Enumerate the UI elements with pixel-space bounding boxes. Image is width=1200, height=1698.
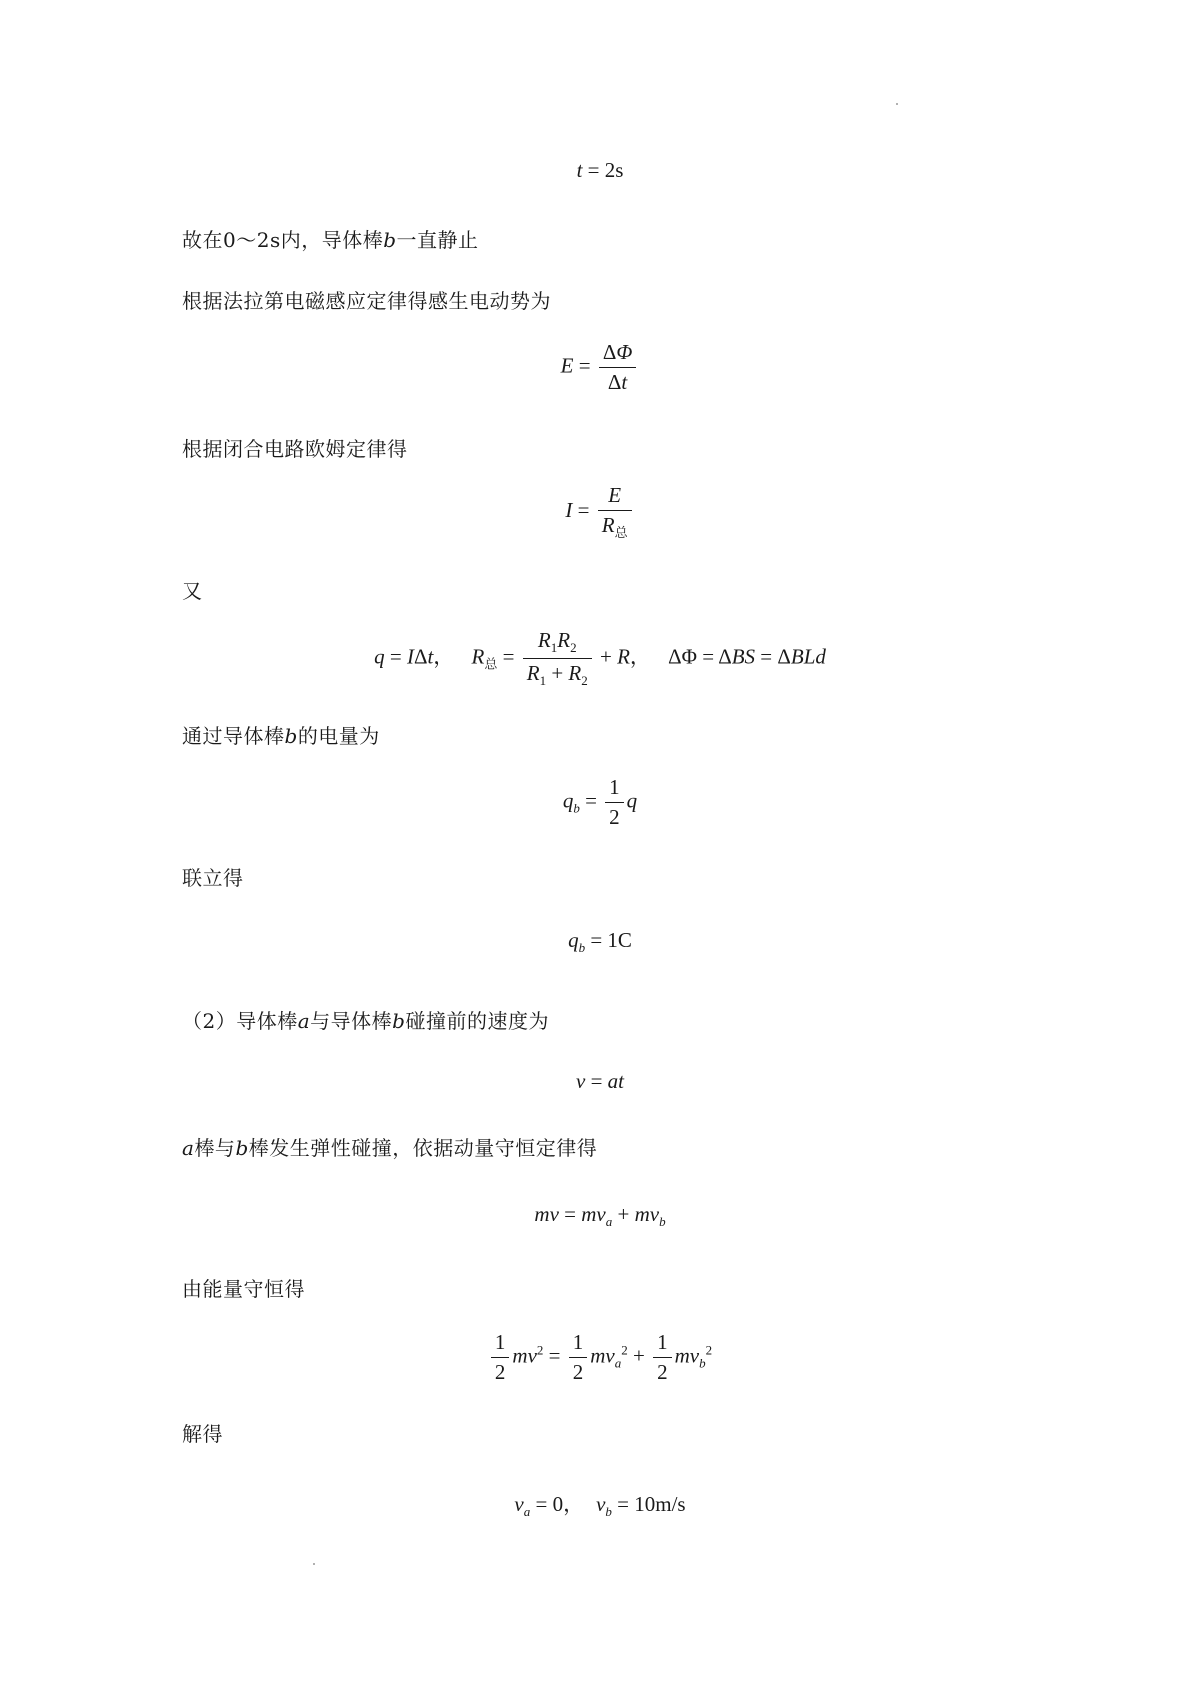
- text-ohm-law: 根据闭合电路欧姆定律得: [182, 437, 408, 461]
- equation-qb-value: $q_b = 1C$: [568, 928, 632, 956]
- text-combine: 联立得: [182, 866, 244, 890]
- equation-charge-resistance-flux: q = IΔt， $R_总$ = $\frac{R_1R_2}{R_1 + R_2}$ + R， ΔΦ = ΔBS = ΔBLd: [374, 628, 826, 689]
- equation-final-velocities: $v_a = 0$， $v_b = 10m/s$: [514, 1492, 686, 1520]
- scan-speck: [896, 103, 898, 105]
- scan-speck: [313, 1563, 315, 1565]
- equation-v-at: v = at: [575, 1069, 624, 1093]
- equation-energy: $\frac{1}{2}$ $mv^2$ = $\frac{1}{2}$ $mv_a^2$ + $\frac{1}{2}$ $mv_b^2$: [0, 1330, 1200, 1385]
- equation-momentum: mv = $mv_a + mv_b$: [534, 1202, 666, 1230]
- text-part2-velocity: （2）导体棒a与导体棒b碰撞前的速度为: [182, 1009, 549, 1033]
- equation-current: I = $\frac{E}{R_总}$: [0, 483, 1200, 541]
- text-and: 又: [182, 579, 203, 603]
- text-elastic-collision: a棒与b棒发生弹性碰撞，依据动量守恒定律得: [182, 1136, 598, 1160]
- equation-t-2s: t = 2s: [576, 158, 624, 182]
- text-b-static: 故在0～2s内，导体棒b一直静止: [182, 228, 479, 252]
- text-charge-through-b: 通过导体棒b的电量为: [182, 724, 380, 748]
- equation-qb-half: $q_b$ = $\frac{1}{2}$ q: [562, 775, 638, 829]
- text-solve: 解得: [182, 1422, 223, 1446]
- text-energy-conservation: 由能量守恒得: [182, 1277, 305, 1301]
- equation-emf: E = $\frac{\Delta\Phi}{\Delta t}$: [0, 340, 1200, 395]
- text-faraday-law: 根据法拉第电磁感应定律得感生电动势为: [182, 289, 551, 313]
